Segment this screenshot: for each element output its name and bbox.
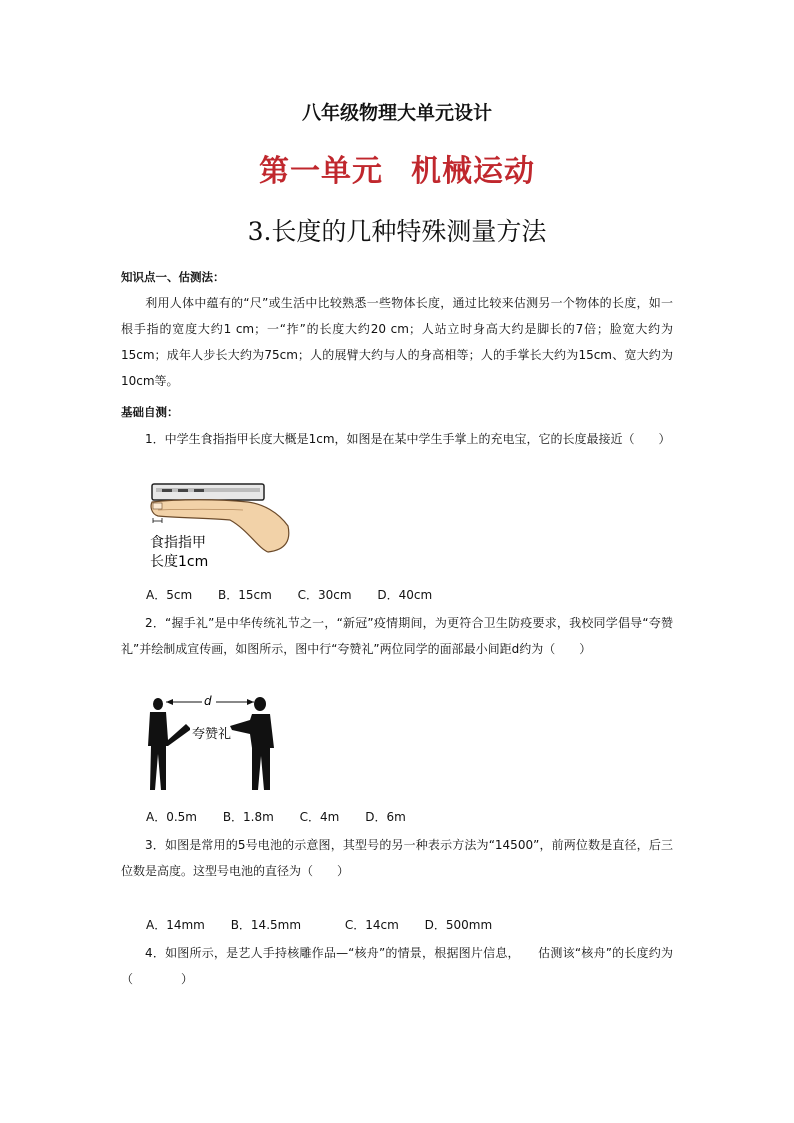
question-4-text: 4．如图所示，是艺人手持核雕作品—“核舟”的情景，根据图片信息， 估测该“核舟”的长度约为（ ） bbox=[121, 946, 673, 986]
option-a: A．0.5m bbox=[146, 810, 197, 824]
question-2-text: 2．“握手礼”是中华传统礼节之一，“新冠”疫情期间，为更符合卫生防疫要求，我校同学倡导“夸赞礼”并绘制成宣传画，如图所示，图中行“夸赞礼”两位同学的面部最小间距d约为（ ） bbox=[121, 616, 673, 656]
question-1 bbox=[121, 426, 673, 452]
unit-title bbox=[0, 146, 794, 190]
question-4 bbox=[121, 940, 673, 992]
distance-d-label: d bbox=[204, 694, 212, 708]
option-b: B．1.8m bbox=[222, 810, 274, 824]
knowledge-text: 利用人体中蕴有的“尺”或生活中比较熟悉一些物体长度，通过比较来估测另一个物体的长度，如一根手指的宽度大约1 cm；一“拃”的长度大约20 cm；人站立时身高大约是脚长的7倍；脸宽大约为15cm；成年人步长大约为75cm；人的展臂大约与人的身高相等；人的手掌长大约为15cm、宽大约为10cm等。 bbox=[121, 296, 673, 388]
option-b: B．15cm bbox=[217, 588, 272, 602]
course-title: 八年级物理大单元设计 bbox=[301, 102, 492, 124]
option-a: A．5cm bbox=[146, 588, 193, 602]
option-d: D．40cm bbox=[377, 588, 433, 602]
question-3-options bbox=[146, 916, 514, 933]
figure-1-label-line2: 长度1cm bbox=[150, 554, 209, 570]
question-2 bbox=[121, 610, 673, 662]
option-d: D．500mm bbox=[424, 918, 493, 932]
question-1-text: 1．中学生食指指甲长度大概是1cm，如图是在某中学生手掌上的充电宝，它的长度最接近（ ） bbox=[145, 432, 671, 446]
figure-1-label-line1: 食指指甲 bbox=[150, 535, 206, 551]
unit-number: 第一单元 bbox=[259, 154, 383, 189]
unit-topic: 机械运动 bbox=[411, 154, 535, 189]
option-b: B．14.5mm bbox=[230, 918, 302, 932]
question-3 bbox=[121, 832, 673, 884]
question-1-options bbox=[146, 586, 454, 603]
figure-2-label: 夸赞礼 bbox=[192, 727, 232, 742]
section-heading-knowledge: 知识点一、估测法： bbox=[121, 270, 225, 284]
hand-power-bank-figure bbox=[148, 482, 294, 572]
option-d: D．6m bbox=[365, 810, 406, 824]
option-a: A．14mm bbox=[146, 918, 205, 932]
option-c: C．30cm bbox=[297, 588, 352, 602]
lesson-title: 3.长度的几种特殊测量方法 bbox=[247, 217, 547, 246]
question-2-options bbox=[146, 808, 428, 825]
praise-gesture-figure bbox=[146, 690, 276, 794]
question-3-text: 3．如图是常用的5号电池的示意图，其型号的另一种表示方法为“14500”，前两位数是直径，后三位数是高度。这型号电池的直径为（ ） bbox=[121, 838, 673, 878]
section-heading-selftest: 基础自测： bbox=[121, 405, 179, 419]
option-c: C．4m bbox=[299, 810, 340, 824]
knowledge-paragraph bbox=[121, 290, 673, 394]
option-c: C．14cm bbox=[344, 918, 399, 932]
